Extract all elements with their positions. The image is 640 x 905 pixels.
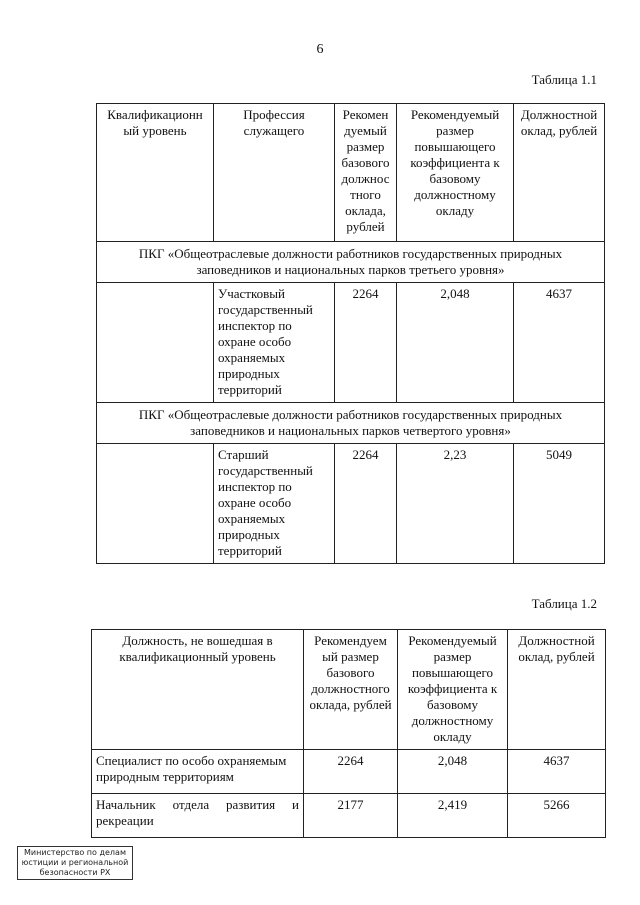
- cell-level: [97, 283, 214, 403]
- table-2: [91, 629, 606, 838]
- cell-base-salary: 2177: [304, 794, 398, 838]
- stamp-line: Министерство по делам: [24, 848, 126, 857]
- table-1: [96, 103, 605, 564]
- table-row: [92, 794, 606, 838]
- group-title-row: [97, 242, 605, 283]
- header-position: Должность, не вошедшая в квалификационный уровень: [92, 630, 304, 750]
- cell-salary: 5049: [514, 444, 605, 564]
- cell-coefficient: 2,048: [397, 283, 514, 403]
- table-2-header-row: [92, 630, 606, 750]
- cell-coefficient: 2,23: [397, 444, 514, 564]
- cell-base-salary: 2264: [335, 283, 397, 403]
- table-2-caption: Таблица 1.2: [531, 596, 597, 611]
- page-number: 6: [316, 42, 324, 57]
- cell-base-salary: 2264: [335, 444, 397, 564]
- table-1-caption: Таблица 1.1: [531, 72, 597, 87]
- header-level: Квалификационн ый уровень: [97, 104, 214, 242]
- header-base-salary: Рекомен дуемый размер базового должнос тного оклада, рублей: [335, 104, 397, 242]
- cell-base-salary: 2264: [304, 750, 398, 794]
- header-salary: Должностной оклад, рублей: [514, 104, 605, 242]
- table-1-header-row: [97, 104, 605, 242]
- cell-profession: Старший государственный инспектор по охране особо охраняемых природных территорий: [214, 444, 335, 564]
- cell-position: Специалист по особо охраняемым природным территориям: [92, 750, 304, 794]
- header-base-salary: Рекомендуем ый размер базового должностного оклада, рублей: [304, 630, 398, 750]
- ministry-stamp: [17, 846, 133, 880]
- cell-coefficient: 2,419: [398, 794, 508, 838]
- header-profession: Профессия служащего: [214, 104, 335, 242]
- cell-level: [97, 444, 214, 564]
- cell-position: Начальник отдела развития и рекреации: [92, 794, 304, 838]
- table-row: [97, 283, 605, 403]
- header-salary: Должностной оклад, рублей: [508, 630, 606, 750]
- cell-salary: 4637: [508, 750, 606, 794]
- stamp-line: безопасности РХ: [39, 868, 111, 877]
- header-coefficient: Рекомендуемый размер повышающего коэффициента к базовому должностному окладу: [397, 104, 514, 242]
- group-title-row: [97, 403, 605, 444]
- group-title: ПКГ «Общеотраслевые должности работников государственных природных заповедников и национальных парков третьего уровня»: [97, 242, 605, 283]
- cell-salary: 5266: [508, 794, 606, 838]
- stamp-line: юстиции и региональной: [21, 858, 129, 867]
- cell-salary: 4637: [514, 283, 605, 403]
- cell-coefficient: 2,048: [398, 750, 508, 794]
- table-row: [97, 444, 605, 564]
- group-title: ПКГ «Общеотраслевые должности работников государственных природных заповедников и национальных парков четвертого уровня»: [97, 403, 605, 444]
- table-row: [92, 750, 606, 794]
- header-coefficient: Рекомендуемый размер повышающего коэффициента к базовому должностному окладу: [398, 630, 508, 750]
- cell-profession: Участковый государственный инспектор по охране особо охраняемых природных территорий: [214, 283, 335, 403]
